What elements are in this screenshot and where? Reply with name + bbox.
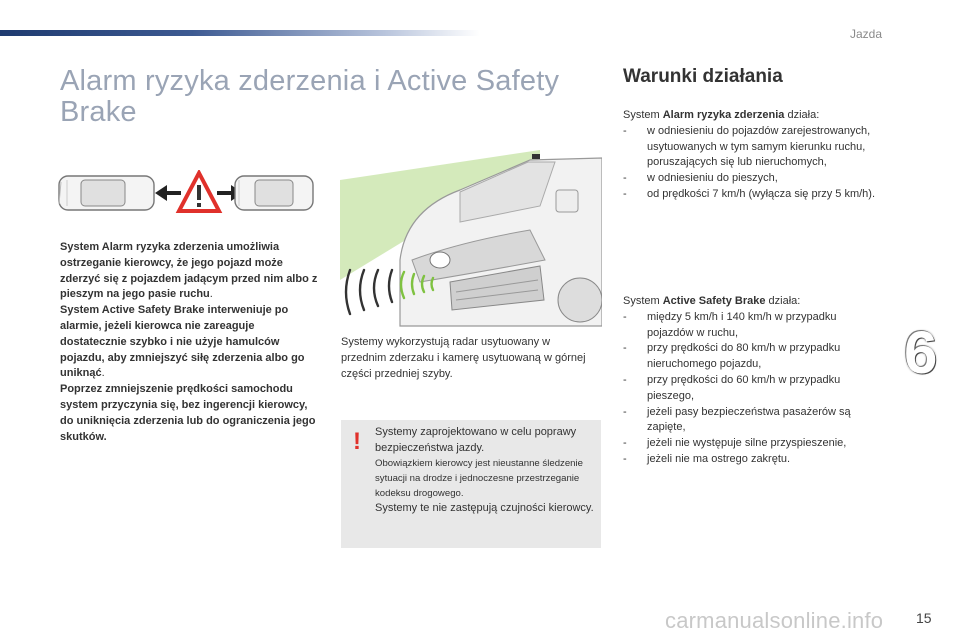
- list-item: - przy prędkości do 80 km/h w przypadku nieruchomego pojazdu,: [623, 341, 885, 373]
- list-item: - od prędkości 7 km/h (wyłącza się przy 5 km/h).: [623, 187, 885, 203]
- lead-vehicle-icon: [59, 176, 154, 210]
- list-item: - jeżeli pasy bezpieczeństwa pasażerów są zapięte,: [623, 405, 885, 437]
- intro-paragraph: System Alarm ryzyka zderzenia umożliwia ostrzeganie kierowcy, że jego pojazd może zderzyć się z pojazdem jadącym przed nim albo z pieszym na jego pasie ruchu.: [60, 241, 318, 301]
- list-item: - między 5 km/h i 140 km/h w przypadku pojazdów w ruchu,: [623, 310, 885, 342]
- arrow-left-icon: [155, 185, 181, 201]
- warning-text: Systemy zaprojektowano w celu poprawy bezpieczeństwa jazdy. Obowiązkiem kierowcy jest nieustanne śledzenie sytuacji na drodze i jednoczesne przestrzeganie kodeksu drogowego. Systemy te nie zastępują czujności kierowcy.: [375, 426, 594, 514]
- page-title: Alarm ryzyka zderzenia i Active Safety Brake: [60, 65, 560, 128]
- intro-text: [60, 240, 322, 445]
- watermark: carmanualsonline.info: [665, 608, 884, 633]
- list-item: - jeżeli nie ma ostrego zakrętu.: [623, 452, 885, 468]
- header-accent-bar: [0, 30, 480, 36]
- exclamation-icon: !: [353, 428, 361, 455]
- chapter-number: 6: [904, 319, 938, 386]
- page-number: 15: [916, 610, 932, 626]
- intro-paragraph: Poprzez zmniejszenie prędkości samochodu system przyczynia się, bez ingerencji kierowcy, do uniknięcia zderzenia lub do ograniczenia jego skutków.: [60, 383, 316, 443]
- list-item: - w odniesieniu do pojazdów zarejestrowanych, usytuowanych w tym samym kierunku ruchu, poruszających się lub nieruchomych,: [623, 124, 885, 171]
- conditions-heading: Warunki działania: [623, 66, 783, 87]
- warning-box: [341, 420, 601, 548]
- van-radar-camera-illustration: [340, 150, 602, 332]
- list-item: - przy prędkości do 60 km/h w przypadku pieszego,: [623, 373, 885, 405]
- section-label: Jazda: [850, 27, 883, 41]
- brake-conditions: System Active Safety Brake działa: - między 5 km/h i 140 km/h w przypadku pojazdów w ruchu, - przy prędkości do 80 km/h w przypadku nieruchomego pojazdu, - przy prędkości do 60 km/h w przypadku pieszego, - jeżeli pasy bezpieczeństwa pasażerów są zapięte, - jeżeli nie występuje silne przyspieszenie, - jeżeli nie ma ostrego zakrętu.: [623, 294, 885, 468]
- list-item: - w odniesieniu do pieszych,: [623, 171, 885, 187]
- list-item: - jeżeli nie występuje silne przyspieszenie,: [623, 436, 885, 452]
- following-vehicle-icon: [235, 176, 313, 210]
- figure-caption: Systemy wykorzystują radar usytuowany w przednim zderzaku i kamerę usytuowaną w górnej części przedniej szyby.: [341, 336, 586, 380]
- intro-paragraph: System Active Safety Brake interweniuje po alarmie, jeżeli kierowca nie zareaguje dostatecznie szybko i nie użyje hamulców pojazdu, aby zmniejszyć siłę zderzenia albo go uniknąć.: [60, 304, 305, 380]
- alarm-conditions: System Alarm ryzyka zderzenia działa: - w odniesieniu do pojazdów zarejestrowanych, usytuowanych w tym samym kierunku ruchu, poruszających się lub nieruchomych, - w odniesieniu do pieszych, - od prędkości 7 km/h (wyłącza się przy 5 km/h).: [623, 108, 885, 203]
- collision-warning-illustration: [55, 170, 317, 216]
- warning-triangle-icon: [179, 173, 219, 211]
